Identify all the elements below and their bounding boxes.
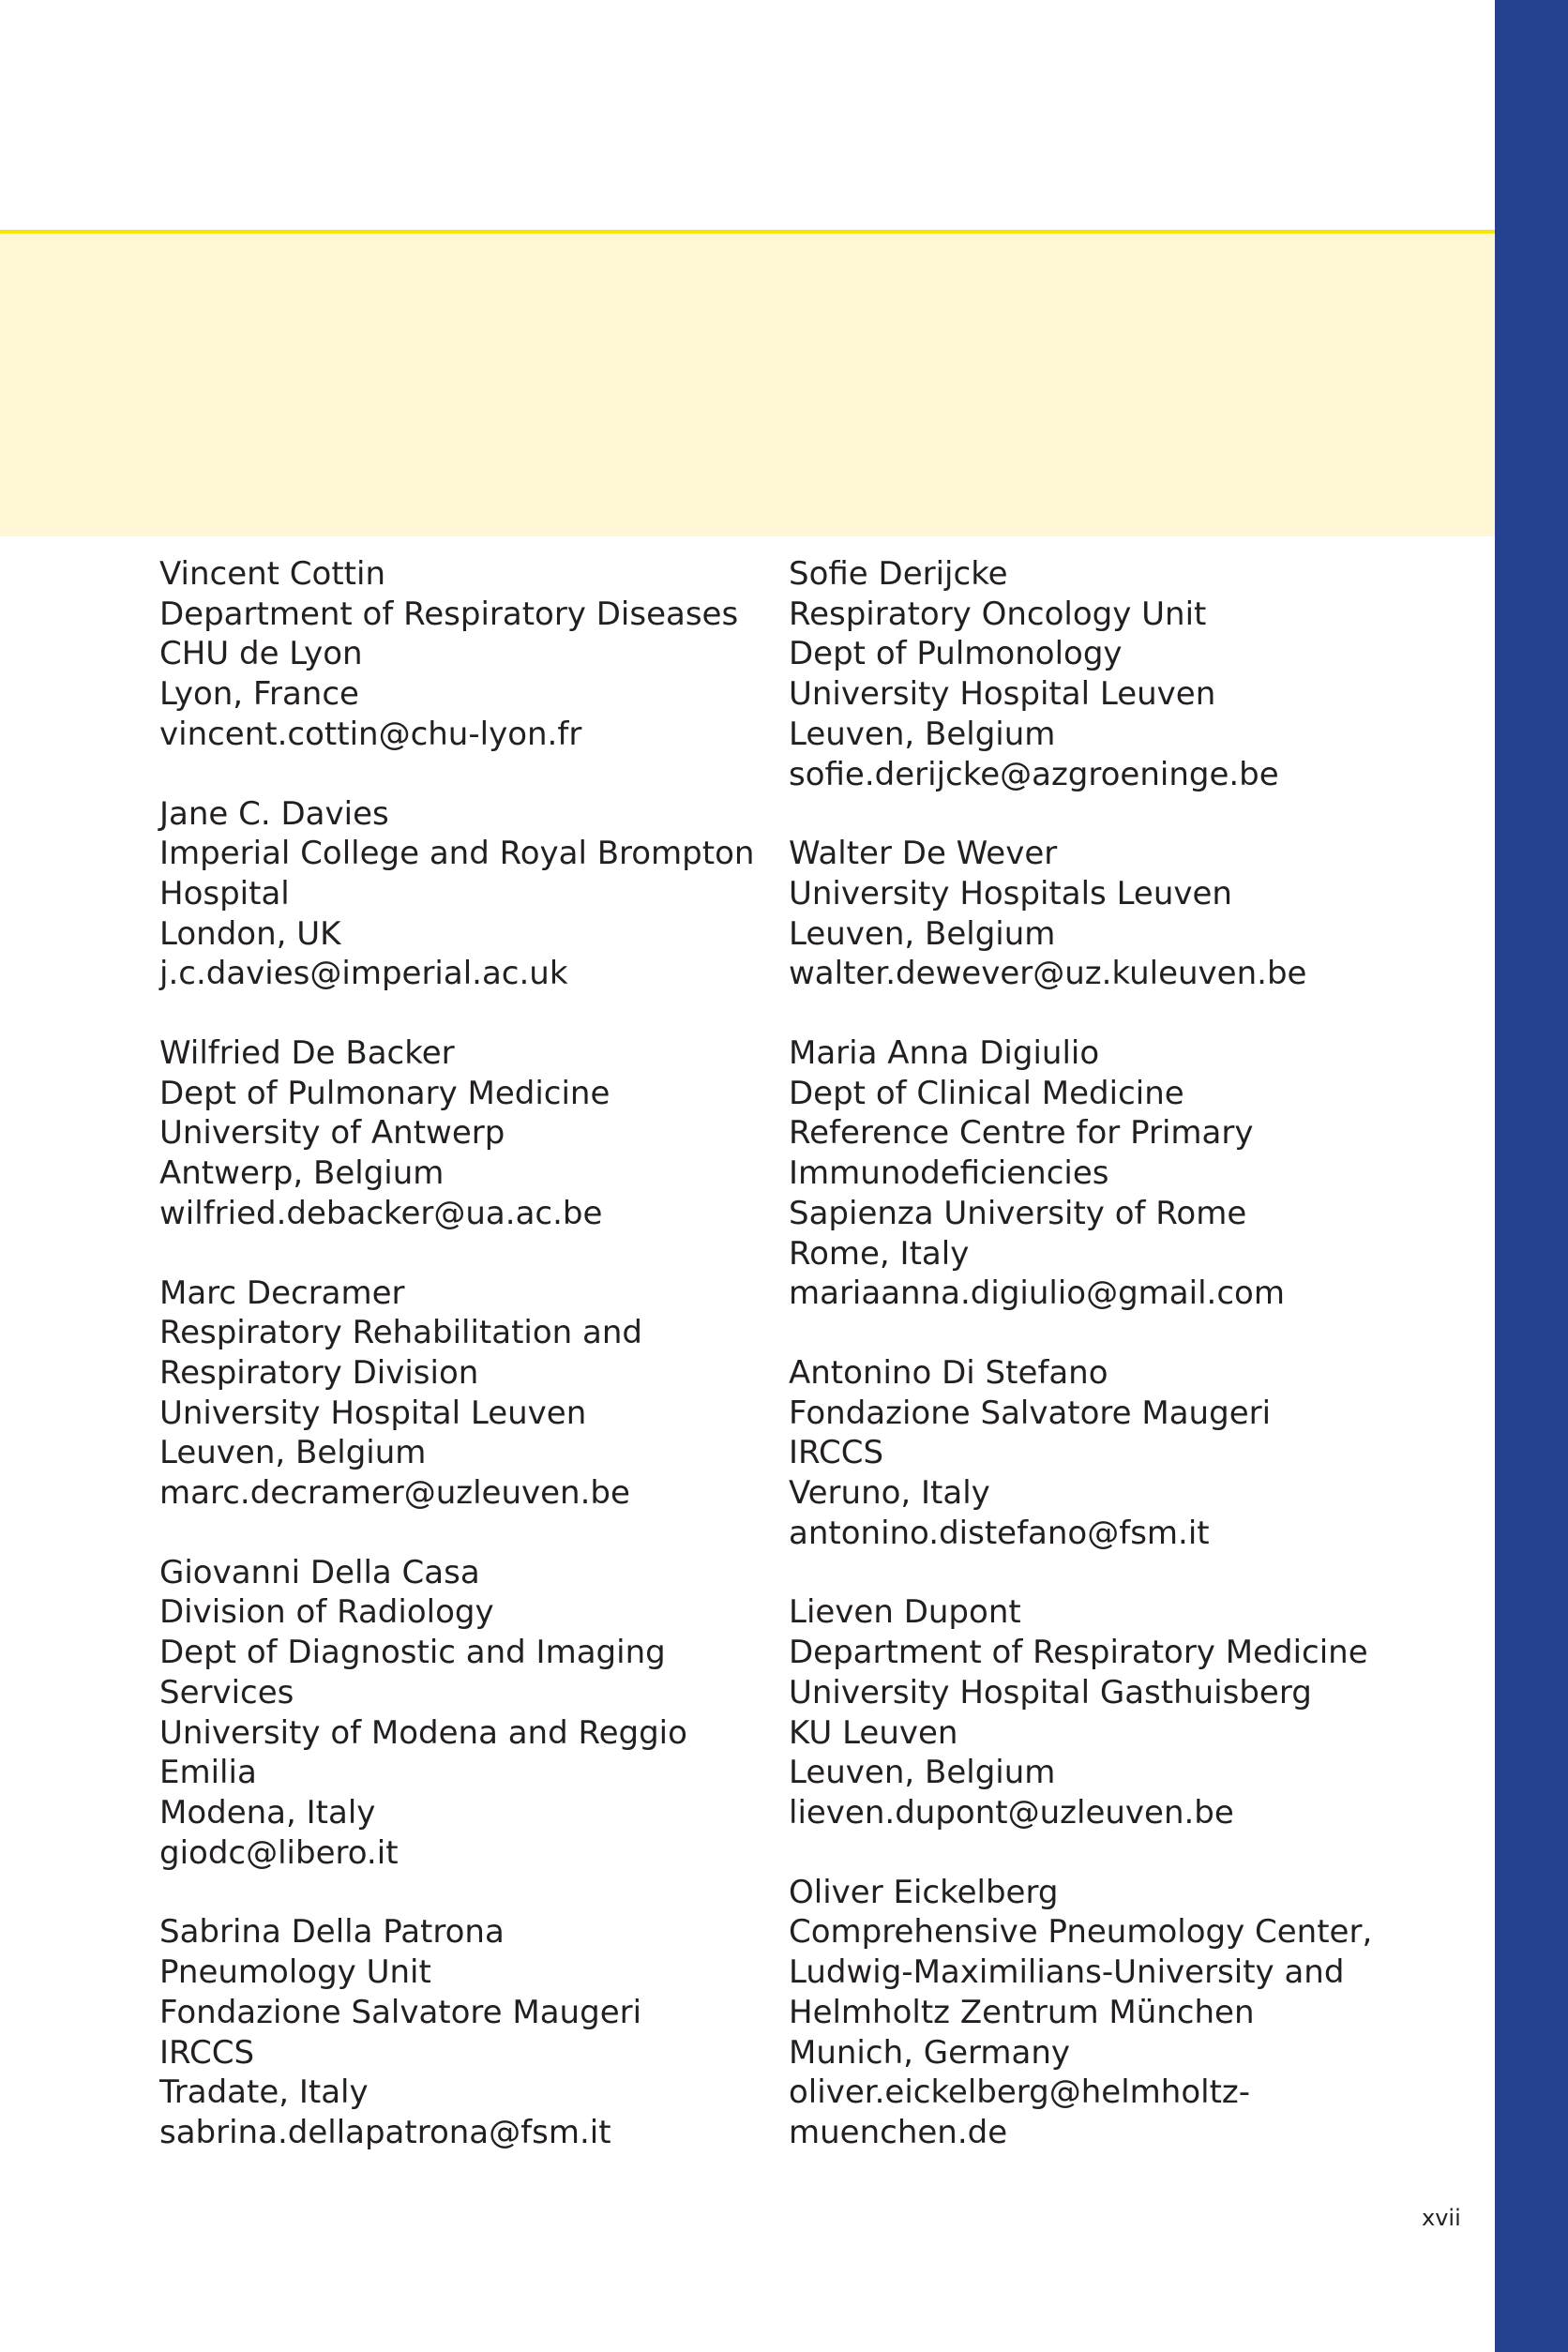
contributor-affiliation: Leuven, Belgium — [789, 1754, 1056, 1792]
contributor-affiliation: Respiratory Rehabilitation and — [159, 1314, 642, 1352]
contributor-entry — [789, 554, 1389, 794]
contributor-affiliation: Fondazione Salvatore Maugeri — [789, 1394, 1272, 1432]
contributor-email: marc.decramer@uzleuven.be — [159, 1474, 630, 1513]
side-color-bar — [1495, 0, 1568, 2352]
contributor-affiliation: Antwerp, Belgium — [159, 1154, 445, 1193]
contributor-email: lieven.dupont@uzleuven.be — [789, 1793, 1234, 1832]
contributor-affiliation: Munich, Germany — [789, 2033, 1071, 2072]
contributor-affiliation: Lyon, France — [159, 675, 359, 714]
contributor-name: Maria Anna Digiulio — [789, 1034, 1100, 1073]
contributor-entry — [789, 1353, 1389, 1554]
contributor-affiliation: Fondazione Salvatore Maugeri — [159, 1993, 642, 2031]
contributor-email: sabrina.dellapatrona@fsm.it — [159, 2113, 611, 2151]
contributor-entry — [159, 1912, 760, 2152]
contributor-affiliation: Immunodeficiencies — [789, 1154, 1109, 1193]
contributor-affiliation: University Hospitals Leuven — [789, 874, 1232, 912]
contributor-affiliation: IRCCS — [789, 1434, 884, 1472]
contributor-affiliation: University of Antwerp — [159, 1114, 505, 1153]
contributor-name: Walter De Wever — [789, 835, 1058, 873]
contributor-affiliation: Veruno, Italy — [789, 1474, 990, 1513]
contributor-affiliation: Comprehensive Pneumology Center, — [789, 1913, 1373, 1952]
contributor-entry — [159, 1274, 760, 1514]
contributor-entry — [159, 554, 760, 755]
contributor-affiliation: Helmholtz Zentrum München — [789, 1993, 1255, 2031]
contributor-affiliation: Respiratory Division — [159, 1353, 479, 1392]
contributor-affiliation: Modena, Italy — [159, 1793, 376, 1832]
page-number: xvii — [1422, 2205, 1461, 2231]
contributor-email: muenchen.de — [789, 2113, 1008, 2151]
contributor-affiliation: Hospital — [159, 874, 290, 912]
contributor-name: Antonino Di Stefano — [789, 1353, 1108, 1392]
contributor-name: Giovanni Della Casa — [159, 1553, 480, 1591]
contributor-entry — [789, 1033, 1389, 1314]
contributor-affiliation: London, UK — [159, 914, 341, 953]
contributor-name: Jane C. Davies — [159, 794, 389, 833]
contributor-affiliation: Tradate, Italy — [159, 2073, 369, 2112]
contributor-affiliation: University of Modena and Reggio — [159, 1713, 687, 1752]
contributors-right-column — [789, 554, 1389, 2193]
contributor-affiliation: Leuven, Belgium — [159, 1434, 427, 1472]
contributor-affiliation: Respiratory Oncology Unit — [789, 595, 1207, 633]
contributor-email: giodc@libero.it — [159, 1833, 399, 1872]
contributor-email: mariaanna.digiulio@gmail.com — [789, 1274, 1285, 1313]
contributor-email: vincent.cottin@chu-lyon.fr — [159, 715, 582, 753]
contributor-name: Vincent Cottin — [159, 555, 386, 593]
contributor-affiliation: IRCCS — [159, 2033, 255, 2072]
contributor-email: antonino.distefano@fsm.it — [789, 1514, 1210, 1552]
contributor-entry — [159, 1033, 760, 1234]
contributor-affiliation: CHU de Lyon — [159, 635, 363, 673]
contributor-affiliation: Reference Centre for Primary — [789, 1114, 1254, 1153]
contributors-left-column — [159, 554, 760, 2193]
contributor-affiliation: Ludwig-Maximilians-University and — [789, 1953, 1345, 1992]
contributor-entry — [789, 1873, 1389, 2153]
contributor-affiliation: KU Leuven — [789, 1713, 958, 1752]
contributor-name: Sabrina Della Patrona — [159, 1913, 505, 1952]
contributor-email: oliver.eickelberg@helmholtz- — [789, 2073, 1251, 2112]
contributor-affiliation: Imperial College and Royal Brompton — [159, 835, 755, 873]
header-band — [0, 234, 1495, 536]
contributor-affiliation: Pneumology Unit — [159, 1953, 431, 1992]
contributor-affiliation: University Hospital Leuven — [789, 675, 1216, 714]
contributor-name: Wilfried De Backer — [159, 1034, 455, 1073]
contributor-name: Lieven Dupont — [789, 1593, 1021, 1632]
contributor-affiliation: Dept of Pulmonary Medicine — [159, 1074, 611, 1112]
contributor-affiliation: Services — [159, 1673, 294, 1711]
contributor-email: sofie.derijcke@azgroeninge.be — [789, 755, 1279, 793]
contributor-affiliation: Dept of Clinical Medicine — [789, 1074, 1184, 1112]
contributor-affiliation: Leuven, Belgium — [789, 715, 1056, 753]
contributor-affiliation: Sapienza University of Rome — [789, 1194, 1247, 1232]
contributor-name: Marc Decramer — [159, 1274, 405, 1312]
contributor-affiliation: Leuven, Belgium — [789, 914, 1056, 953]
contributor-affiliation: Dept of Pulmonology — [789, 635, 1123, 673]
contributor-affiliation: Emilia — [159, 1754, 257, 1792]
contributor-email: walter.dewever@uz.kuleuven.be — [789, 955, 1307, 993]
contributor-affiliation: University Hospital Leuven — [159, 1394, 587, 1432]
contributor-name: Sofie Derijcke — [789, 555, 1008, 593]
contributor-entry — [159, 794, 760, 995]
contributor-affiliation: Dept of Diagnostic and Imaging — [159, 1634, 666, 1672]
contributor-entry — [159, 1553, 760, 1874]
contributor-affiliation: Department of Respiratory Medicine — [789, 1634, 1368, 1672]
contributor-affiliation: Department of Respiratory Diseases — [159, 595, 739, 633]
contributor-email: j.c.davies@imperial.ac.uk — [159, 955, 568, 993]
contributor-entry — [789, 834, 1389, 994]
contributor-affiliation: University Hospital Gasthuisberg — [789, 1673, 1312, 1711]
contributor-name: Oliver Eickelberg — [789, 1873, 1059, 1911]
contributor-affiliation: Rome, Italy — [789, 1234, 970, 1273]
contributor-entry — [789, 1592, 1389, 1832]
contributor-affiliation: Division of Radiology — [159, 1593, 494, 1632]
contributor-email: wilfried.debacker@ua.ac.be — [159, 1194, 603, 1232]
